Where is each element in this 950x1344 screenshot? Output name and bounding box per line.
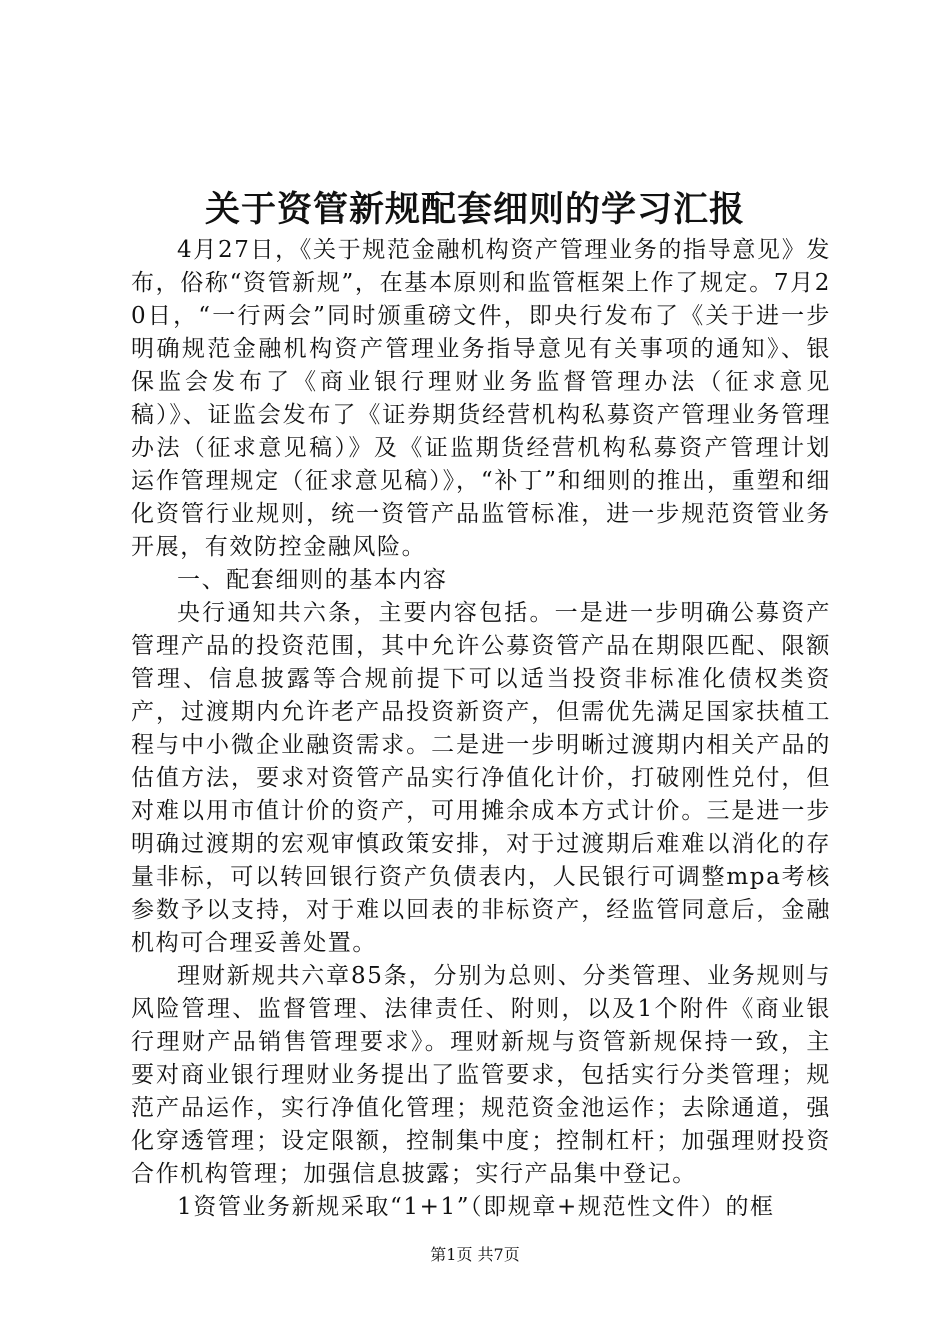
paragraph-framework: 1资管业务新规采取“1+1”（即规章+规范性文件）的框 (177, 1194, 775, 1220)
paragraph-wealth-rules: 理财新规共六章85条，分别为总则、分类管理、业务规则与风险管理、监督管理、法律责任、附则，以及1个附件《商业银行理财产品销售管理要求》。理财新规与资管新规保持一致，主要对商业银行理财业务提出了监管要求，包括实行分类管理；规范产品运作，实行净值化管理；规范资金池运作；去除通道，强化穿透管理；设定限额，控制集中度；控制杠杆；加强理财投资合作机构管理；加强信息披露；实行产品集中登记。 (131, 963, 831, 1187)
page-number: 第1页 共7页 (430, 1245, 520, 1264)
section-heading: 一、配套细则的基本内容 (177, 567, 448, 593)
document-title: 关于资管新规配套细则的学习汇报 (204, 189, 745, 230)
paragraph-pboc-notice: 央行通知共六条，主要内容包括。一是进一步明确公募资产管理产品的投资范围，其中允许公募资管产品在期限匹配、限额管理、信息披露等合规前提下可以适当投资非标准化债权类资产，过渡期内允许老产品投资新资产，但需优先满足国家扶植工程与中小微企业融资需求。二是进一步明晰过渡期内相关产品的估值方法，要求对资管产品实行净值化计价，打破刚性兑付，但对难以用市值计价的资产，可用摊余成本方式计价。三是进一步明确过渡期的宏观审慎政策安排，对于过渡期后难难以消化的存量非标，可以转回银行资产负债表内，人民银行可调整mpa考核参数予以支持，对于难以回表的非标资产，经监管同意后，金融机构可合理妥善处置。 (131, 600, 831, 956)
paragraph-intro: 4月27日，《关于规范金融机构资产管理业务的指导意见》发布，俗称“资管新规”，在基本原则和监管框架上作了规定。7月20日，“一行两会”同时颁重磅文件，即央行发布了《关于进一步明确规范金融机构资产管理业务指导意见有关事项的通知》、银保监会发布了《商业银行理财业务监督管理办法（征求意见稿）》、证监会发布了《证券期货经营机构私募资产管理业务管理办法（征求意见稿）》及《证监期货经营机构私募资产管理计划运作管理规定（征求意见稿）》，“补丁”和细则的推出，重塑和细化资管行业规则，统一资管产品监管标准，进一步规范资管业务开展，有效防控金融风险。 (131, 237, 831, 560)
document-body (131, 234, 831, 1224)
